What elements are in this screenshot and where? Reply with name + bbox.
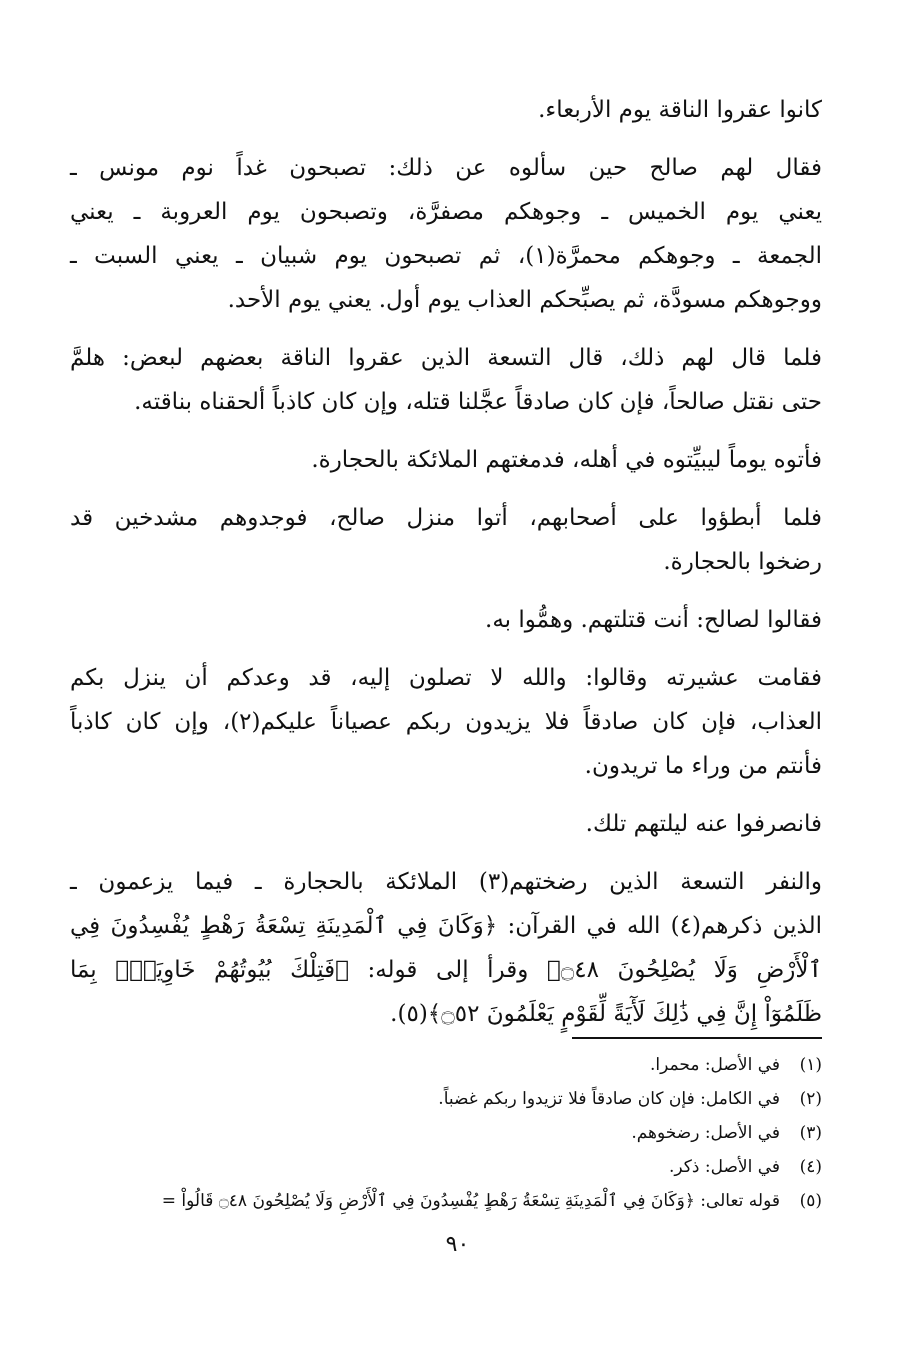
footnote-number: (٢) bbox=[799, 1089, 822, 1109]
text-line: ووجوهكم مسودَّة، ثم يصبِّحكم العذاب يوم أول. يعني يوم الأحد. bbox=[227, 287, 822, 313]
text-line: الجمعة ـ وجوهكم محمرَّة(١)، ثم تصبحون يوم شبيان ـ يعني السبت ـ bbox=[70, 243, 822, 269]
text-line: فأتوه يوماً ليبيِّتوه في أهله، فدمغتهم الملائكة بالحجارة. bbox=[311, 447, 822, 473]
text-line: فأنتم من وراء ما تريدون. bbox=[584, 753, 822, 779]
footnote bbox=[70, 1116, 822, 1150]
text-line: فانصرفوا عنه ليلتهم تلك. bbox=[585, 811, 822, 837]
paragraph bbox=[70, 598, 822, 642]
footnote-number: (٣) bbox=[799, 1123, 822, 1143]
footnote bbox=[70, 1048, 822, 1082]
text-line: رضخوا بالحجارة. bbox=[663, 549, 822, 575]
paragraph bbox=[70, 802, 822, 846]
text-line: العذاب، فإن كان صادقاً فلا يزيدون ربكم عصياناً عليكم(٢)، وإن كان كاذباً bbox=[70, 709, 822, 735]
footnote-text: في الأصل: محمرا. bbox=[650, 1055, 780, 1075]
footnote-number: (٥) bbox=[799, 1191, 822, 1211]
paragraph bbox=[70, 860, 822, 1036]
main-text bbox=[70, 88, 822, 1050]
footnote-number: (١) bbox=[799, 1055, 822, 1075]
paragraph bbox=[70, 146, 822, 322]
footnote-text: في الأصل: رضخوهم. bbox=[631, 1123, 780, 1143]
text-line: كانوا عقروا الناقة يوم الأربعاء. bbox=[538, 97, 822, 123]
paragraph bbox=[70, 438, 822, 482]
text-line: ظَلَمُوٓاْ إِنَّ فِي ذَٰلِكَ لَأٓيَةً لِّقَوْمٍ يَعْلَمُونَ ۝٥٢﴾(٥). bbox=[390, 1001, 822, 1027]
text-line: ٱلْأَرْضِ وَلَا يُصْلِحُونَ ۝٤٨﴾ وقرأ إلى قوله: ﴿فَتِلْكَ بُيُوتُهُمْ خَاوِيَةًۢ بِمَا bbox=[70, 957, 823, 983]
footnote-text: في الكامل: فإن كان صادقاً فلا تزيدوا ربكم غضباً. bbox=[438, 1089, 780, 1109]
footnote-divider bbox=[572, 1037, 822, 1039]
footnote-text: في الأصل: ذكر. bbox=[668, 1157, 780, 1177]
page-number: ٩٠ bbox=[445, 1232, 470, 1257]
paragraph bbox=[70, 656, 822, 788]
footnote bbox=[70, 1184, 822, 1218]
text-line: والنفر التسعة الذين رضختهم(٣) الملائكة بالحجارة ـ فيما يزعمون ـ bbox=[70, 869, 822, 895]
text-line: فقال لهم صالح حين سألوه عن ذلك: تصبحون غداً نوم مونس ـ bbox=[70, 155, 822, 181]
text-line: فقامت عشيرته وقالوا: والله لا تصلون إليه، قد وعدكم أن ينزل بكم bbox=[70, 665, 822, 691]
footnote-number: (٤) bbox=[799, 1157, 822, 1177]
footnote-text: قوله تعالى: ﴿وَكَانَ فِي ٱلْمَدِينَةِ تِسْعَةُ رَهْطٍ يُفْسِدُونَ فِي ٱلْأَرْضِ وَلَا يُصْلِحُونَ ۝٤٨ قَالُواْ = bbox=[161, 1191, 780, 1211]
footnote bbox=[70, 1150, 822, 1184]
text-line: الذين ذكرهم(٤) الله في القرآن: ﴿وَكَانَ فِي ٱلْمَدِينَةِ تِسْعَةُ رَهْطٍ يُفْسِدُونَ فِي bbox=[70, 913, 823, 939]
text-line: فلما قال لهم ذلك، قال التسعة الذين عقروا الناقة بعضهم لبعض: هلمَّ bbox=[70, 345, 822, 371]
text-line: فقالوا لصالح: أنت قتلتهم. وهمُّوا به. bbox=[485, 607, 822, 633]
text-line: فلما أبطؤوا على أصحابهم، أتوا منزل صالح، فوجدوهم مشدخين قد bbox=[70, 505, 822, 531]
paragraph bbox=[70, 496, 822, 584]
paragraph bbox=[70, 88, 822, 132]
text-line: حتى نقتل صالحاً، فإن كان صادقاً عجَّلنا قتله، وإن كان كاذباً ألحقناه بناقته. bbox=[134, 389, 822, 415]
text-line: يعني يوم الخميس ـ وجوهكم مصفرَّة، وتصبحون يوم العروبة ـ يعني bbox=[70, 199, 822, 225]
footnotes bbox=[70, 1048, 822, 1218]
footnote bbox=[70, 1082, 822, 1116]
paragraph bbox=[70, 336, 822, 424]
